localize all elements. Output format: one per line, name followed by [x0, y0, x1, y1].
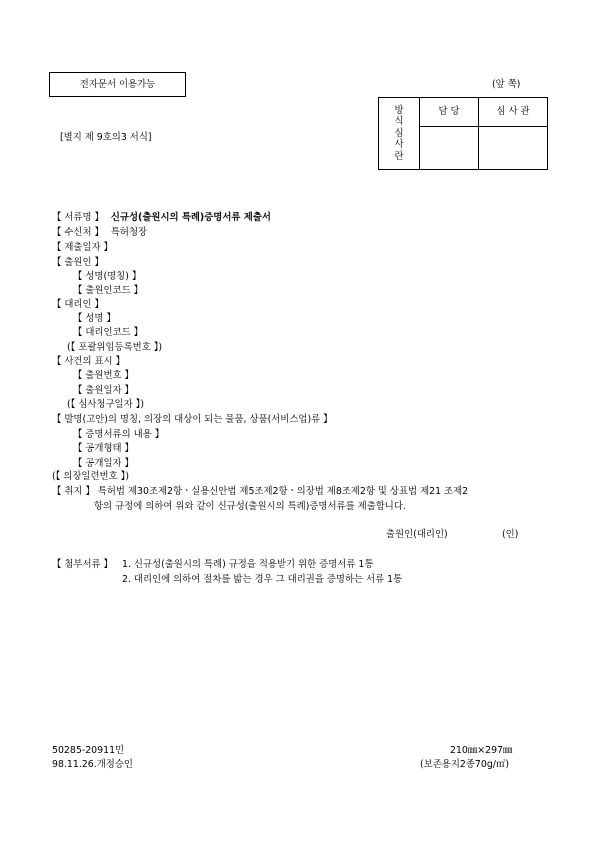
case-date-field: 【 출원일자 】	[73, 385, 134, 396]
approval-table	[378, 97, 548, 170]
approval-examiner-sign-cell	[479, 127, 548, 170]
purpose-label: 【 취지 】	[52, 486, 95, 497]
seal-mark: (인)	[502, 529, 519, 540]
electronic-doc-label: 전자문서 이용가능	[79, 78, 156, 90]
doc-name-value: 신규성(출원시의 특례)증명서류 제출서	[110, 212, 271, 223]
case-number-field: 【 출원번호 】	[73, 370, 134, 381]
footer-paper-type: (보존용지2종70g/㎡)	[420, 759, 509, 770]
approval-vertical-char: 심	[394, 127, 404, 139]
agent-code-field: 【 대리인코드 】	[73, 327, 143, 338]
form-number: [별지 제 9호의3 서식]	[60, 132, 152, 143]
approval-vertical-char: 사	[394, 139, 404, 151]
recipient-label: 【 수신처 】	[52, 227, 104, 238]
design-number-field: (【 의장일련번호 】)	[52, 471, 129, 482]
footer-approval-date: 98.11.26.개정승인	[52, 759, 133, 770]
recipient-row	[52, 228, 147, 237]
applicant-code-field: 【 출원인코드 】	[73, 285, 143, 296]
footer-code: 50285-20911민	[52, 745, 125, 756]
agent-name-field: 【 성명 】	[73, 313, 116, 324]
purpose-line-1: 특허법 제30조제2항ㆍ실용신안법 제5조제2항ㆍ의장법 제8조제2항 및 상표법 제21 조제2	[97, 486, 469, 497]
attachment-item-2: 2. 대리인에 의하여 절차를 밟는 경우 그 대리권을 증명하는 서류 1통	[122, 574, 403, 585]
electronic-doc-box	[49, 72, 186, 97]
case-field: 【 사건의 표시 】	[52, 356, 125, 367]
proof-content-field: 【 증명서류의 내용 】	[73, 429, 165, 440]
approval-vertical-char: 식	[394, 116, 404, 128]
footer-paper-size: 210㎜×297㎜	[450, 745, 513, 756]
agent-power-field: (【 포괄위임등록번호 】)	[67, 342, 163, 353]
invention-field: 【 발명(고안)의 명칭, 의장의 대상이 되는 물품, 상품(서비스업)류 】	[52, 414, 333, 425]
publication-date-field: 【 공개일자 】	[73, 458, 134, 469]
publication-form-field: 【 공개형태 】	[73, 443, 134, 454]
approval-vertical-char: 란	[394, 150, 404, 162]
approval-staff-sign-cell	[420, 127, 479, 170]
recipient-value: 특허청장	[110, 227, 148, 238]
approval-col-examiner: 심 사 관	[479, 98, 548, 127]
purpose-line-2: 항의 규정에 의하여 위와 같이 신규성(출원시의 특례)증명서류를 제출합니다.	[94, 501, 406, 512]
signer-label: 출원인(대리인)	[386, 529, 448, 540]
page-side-label: (앞 쪽)	[492, 79, 521, 90]
agent-field: 【 대리인 】	[52, 299, 104, 310]
approval-col-staff: 담 당	[420, 98, 479, 127]
purpose-row	[52, 487, 468, 496]
approval-vertical-cell	[379, 98, 420, 170]
approval-vertical-char: 방	[394, 104, 404, 116]
doc-name-row	[52, 213, 271, 222]
doc-name-label: 【 서류명 】	[52, 212, 104, 223]
attachment-item-1: 1. 신규성(출원시의 특례) 규정을 적용받기 위한 증명서류 1통	[122, 559, 374, 570]
case-exam-field: (【 심사청구일자 】)	[67, 399, 144, 410]
submit-date-field: 【 제출일자 】	[52, 242, 113, 253]
applicant-field: 【 출원인 】	[52, 257, 104, 268]
applicant-name-field: 【 성명(명칭) 】	[73, 271, 142, 282]
attachments-label: 【 첨부서류 】	[52, 559, 113, 570]
